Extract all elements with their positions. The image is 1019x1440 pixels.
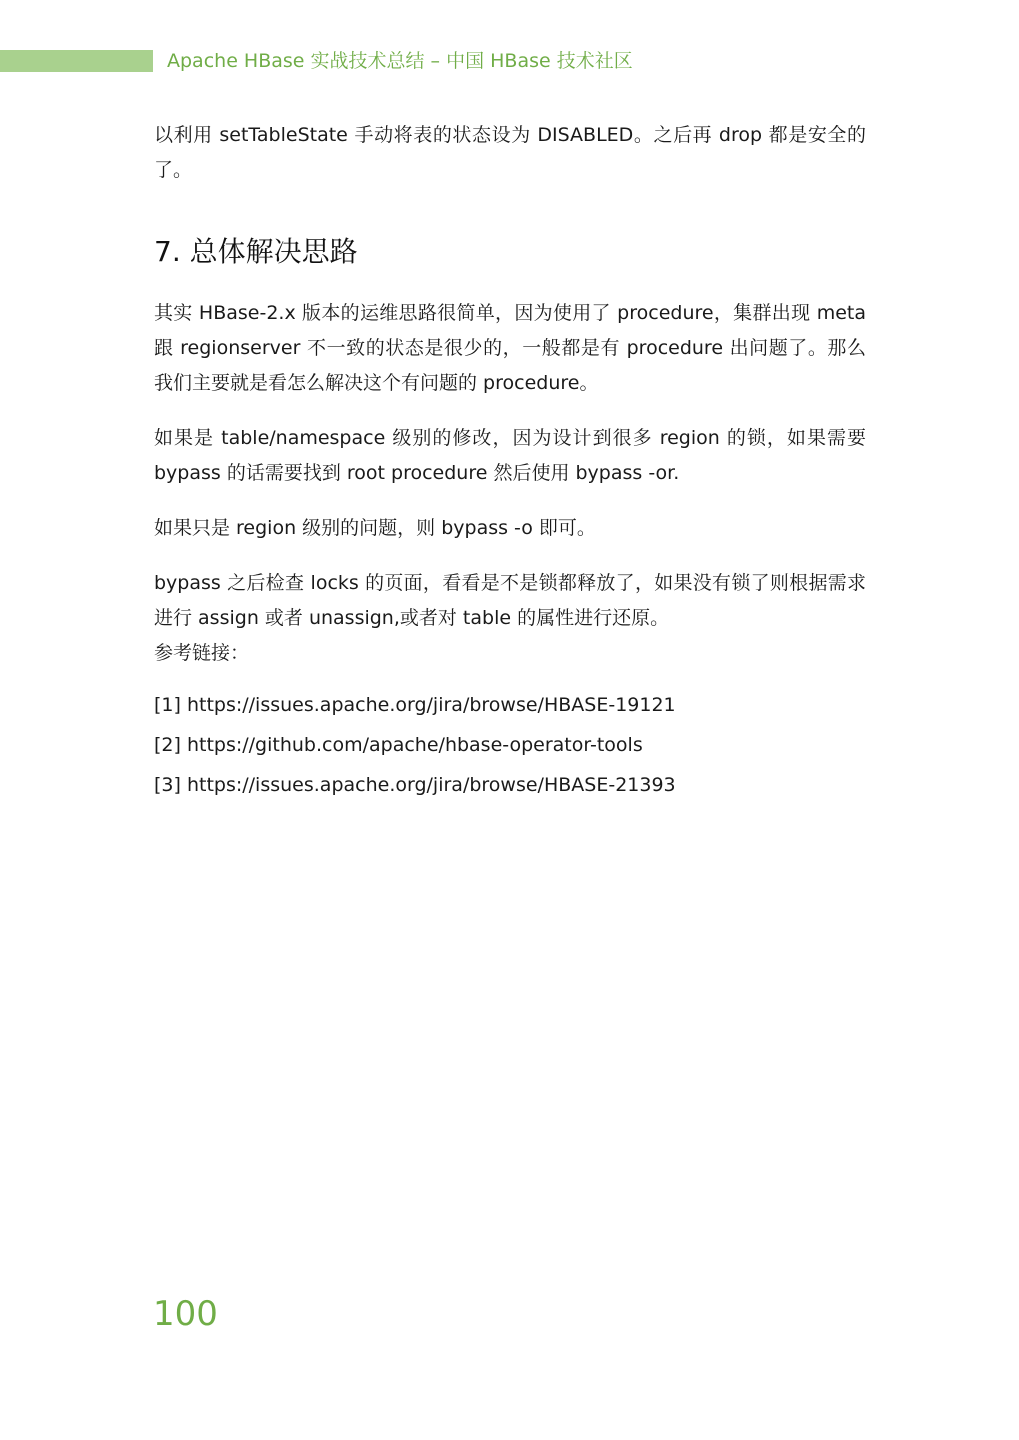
body-paragraph-3: 如果只是 region 级别的问题，则 bypass -o 即可。	[154, 517, 596, 539]
body-paragraph-1: 其实 HBase-2.x 版本的运维思路很简单，因为使用了 procedure，集群出现 meta 跟 regionserver 不一致的状态是很少的，一般都是有 procedure 出问题了。那么我们主要就是看怎么解决这个有问题的 procedure。	[154, 302, 866, 394]
reference-link[interactable]: [3] https://issues.apache.org/jira/browse/HBASE-21393	[154, 774, 676, 796]
page-number: 100	[153, 1294, 218, 1334]
section-heading: 7. 总体解决思路	[154, 235, 358, 268]
header-accent-bar	[0, 50, 153, 72]
intro-paragraph: 以利用 setTableState 手动将表的状态设为 DISABLED。之后再 drop 都是安全的了。	[154, 124, 866, 181]
reference-link[interactable]: [2] https://github.com/apache/hbase-operator-tools	[154, 734, 643, 756]
references-list	[154, 691, 866, 799]
body-paragraph-2: 如果是 table/namespace 级别的修改，因为设计到很多 region 的锁，如果需要 bypass 的话需要找到 root procedure 然后使用 bypass -or.	[154, 427, 866, 484]
reference-link[interactable]: [1] https://issues.apache.org/jira/browse/HBASE-19121	[154, 694, 676, 716]
references-label: 参考链接：	[154, 642, 250, 664]
page-body	[154, 118, 866, 811]
body-paragraph-4: bypass 之后检查 locks 的页面，看看是不是锁都释放了，如果没有锁了则根据需求进行 assign 或者 unassign,或者对 table 的属性进行还原。	[154, 572, 866, 629]
running-header-title: Apache HBase 实战技术总结 – 中国 HBase 技术社区	[167, 50, 633, 72]
